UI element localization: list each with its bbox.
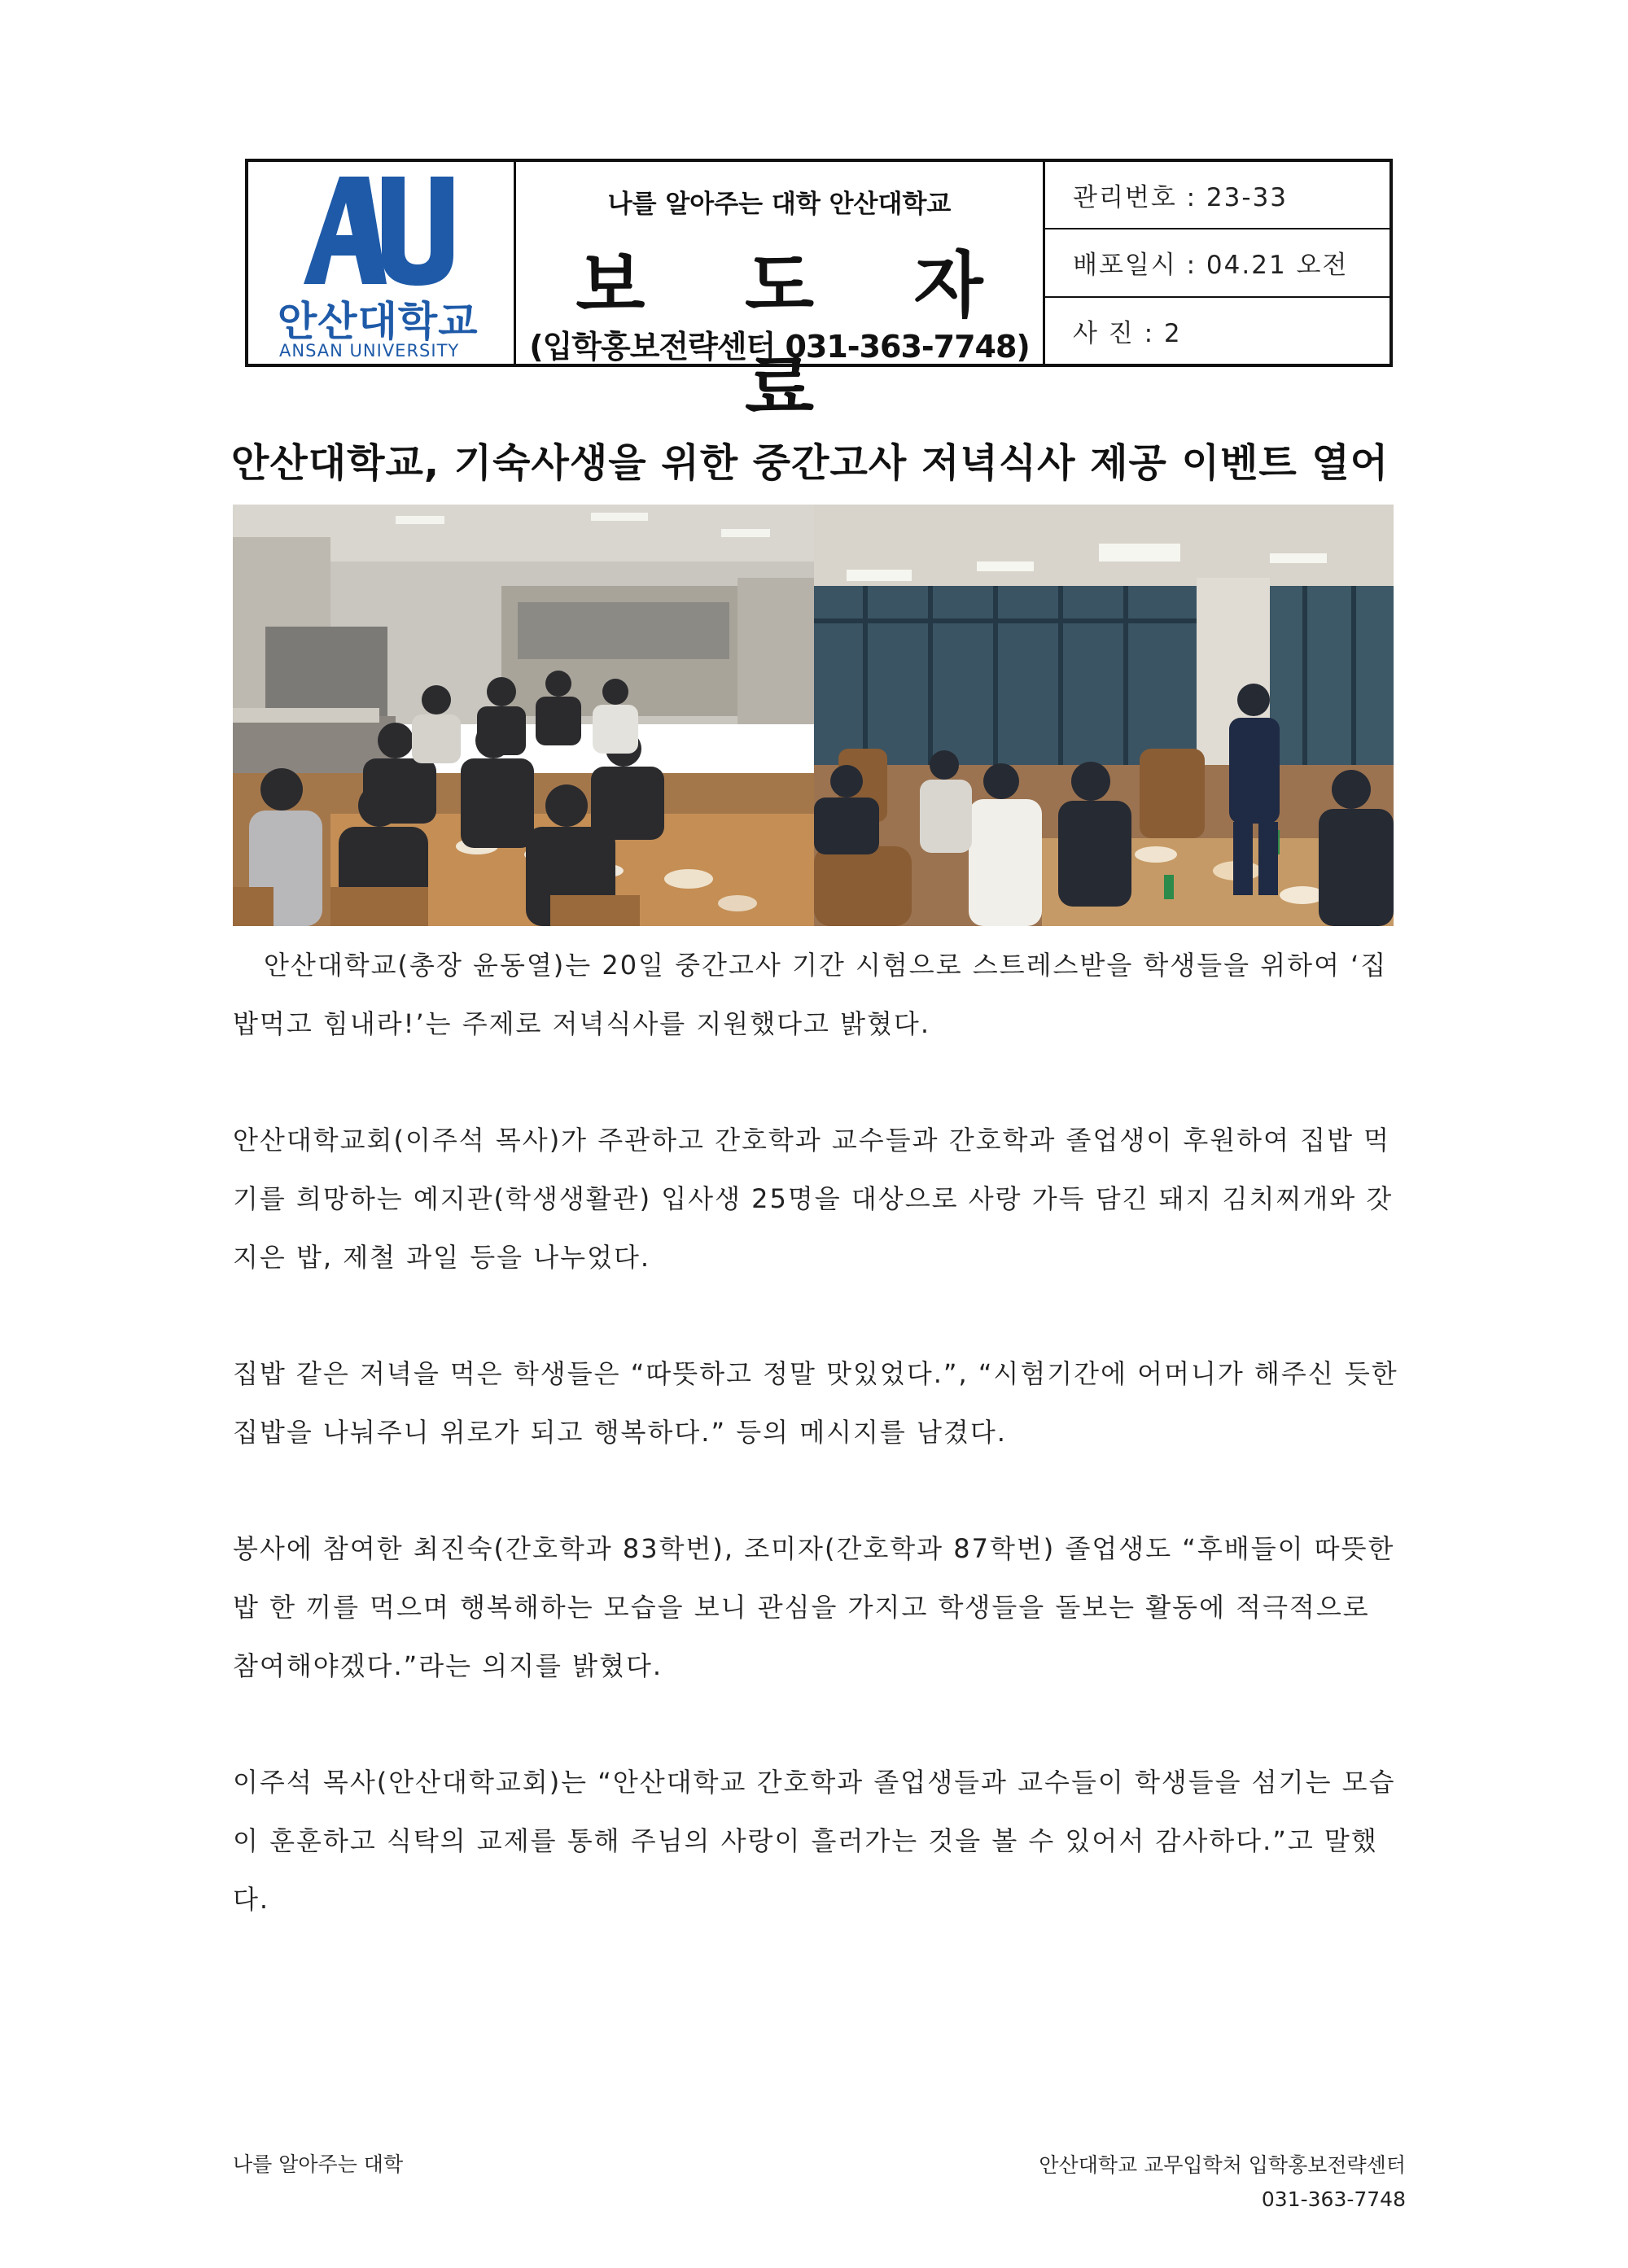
- header-meta: [1045, 162, 1389, 364]
- header-title-block: [516, 162, 1045, 430]
- photo-2: [814, 505, 1394, 926]
- paragraph-3: 집밥 같은 저녁을 먹은 학생들은 “따뜻하고 정말 맛있었다.”, “시험기간에 어머니가 해주신 듯한 집밥을 나눠주니 위로가 되고 행복하다.” 등의 메시지를 남겼다.: [233, 1358, 1398, 1448]
- footer-contact: [1039, 2148, 1406, 2217]
- slogan: 나를 알아주는 대학 안산대학교: [607, 190, 952, 219]
- paragraph-5: 이주석 목사(안산대학교회)는 “안산대학교 간호학과 졸업생들과 교수들이 학생들을 섬기는 모습이 훈훈하고 식탁의 교제를 통해 주님의 사랑이 흘러가는 것을 볼 수 있어서 감사하다.”고 말했다.: [233, 1767, 1396, 1915]
- photo-strip: [233, 505, 1394, 926]
- photo-1: [233, 505, 814, 926]
- paragraph-1: 안산대학교(총장 윤동열)는 20일 중간고사 기간 시험으로 스트레스받을 학생들을 위하여 ‘집밥먹고 힘내라!’는 주제로 저녁식사를 지원했다고 밝혔다.: [233, 950, 1388, 1039]
- press-release-header: [245, 159, 1393, 430]
- headline: 안산대학교, 기숙사생을 위한 중간고사 저녁식사 제공 이벤트 열어: [231, 440, 1389, 486]
- footer-department: 안산대학교 교무입학처 입학홍보전략센터: [1039, 2153, 1406, 2177]
- university-logo: [248, 162, 516, 364]
- dining-hall-photo-right: [814, 505, 1394, 926]
- meta-release-date: 배포일시 : 04.21 오전: [1045, 229, 1389, 297]
- footer-slogan: 나를 알아주는 대학: [233, 2152, 404, 2176]
- au-logo-mark: [297, 170, 460, 292]
- contact-line: (입학홍보전략센터 031-363-7748): [529, 329, 1030, 365]
- paragraph-2: 안산대학교회(이주석 목사)가 주관하고 간호학과 교수들과 간호학과 졸업생이 후원하여 집밥 먹기를 희망하는 예지관(학생생활관) 입사생 25명을 대상으로 사랑 가득 담긴 돼지 김치찌개와 갓 지은 밥, 제철 과일 등을 나누었다.: [233, 1125, 1394, 1273]
- meta-photo-count: 사 진 : 2: [1073, 318, 1182, 348]
- footer-phone: 031-363-7748: [1261, 2187, 1406, 2211]
- paragraph-4: 봉사에 참여한 최진숙(간호학과 83학번), 조미자(간호학과 87학번) 졸업생도 “후배들이 따뜻한 밥 한 끼를 먹으며 행복해하는 모습을 보니 관심을 가지고 학생들을 돌보는 활동에 적극적으로 참여해야겠다.”라는 의지를 밝혔다.: [233, 1533, 1395, 1681]
- document-title: 보 도 자 료: [575, 243, 1021, 430]
- meta-management-number: 관리번호 : 23-33: [1045, 162, 1389, 229]
- article-body: [233, 936, 1405, 1986]
- logo-name-korean: 안산대학교: [278, 298, 479, 345]
- dining-hall-photo-left: [233, 505, 814, 926]
- logo-name-english: ANSAN UNIVERSITY: [279, 341, 460, 361]
